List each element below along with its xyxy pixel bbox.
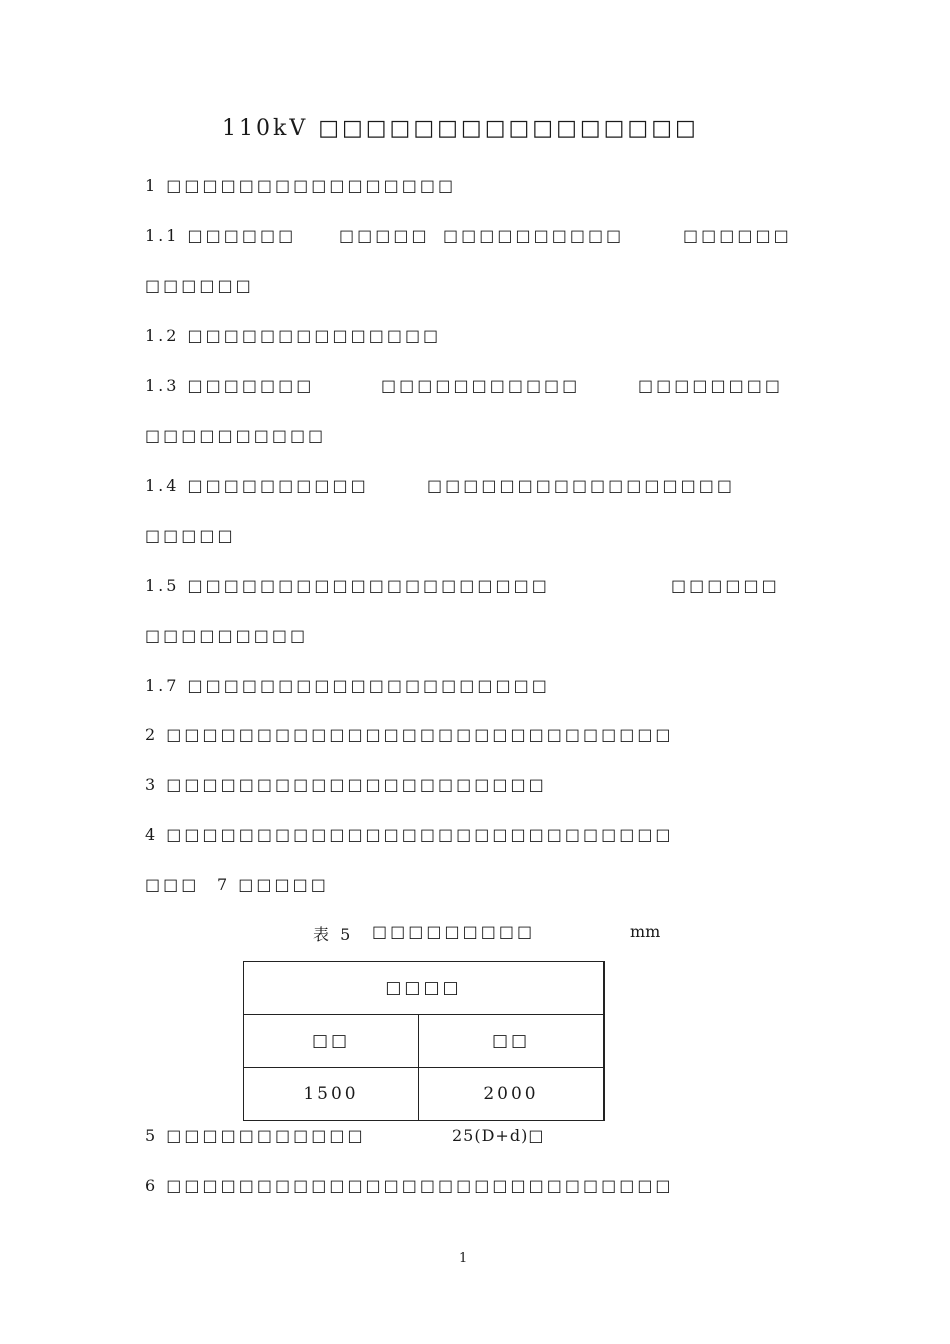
table-col1-value: 1500 <box>244 1068 419 1121</box>
table-caption-unit: mm <box>630 922 661 941</box>
document-title: 110kV □□□□□□□□□□□□□□□□ <box>222 116 699 141</box>
table-subheader-row <box>244 1015 605 1068</box>
table-caption-label: 表 5 <box>313 925 354 944</box>
bend-radius-table <box>243 961 605 1121</box>
section-5-part-a: 5 □□□□□□□□□□□ <box>145 1126 366 1145</box>
section-4-cont-b: 7 □□□□□ <box>217 875 329 894</box>
item-1-2: 1.2 □□□□□□□□□□□□□□ <box>145 326 442 345</box>
item-1-5-part-b: □□□□□□ <box>671 576 780 595</box>
table-header-cell: □□□□ <box>244 962 605 1015</box>
item-1-4-part-a: 1.4 □□□□□□□□□□ <box>145 476 369 495</box>
section-1-heading: 1 □□□□□□□□□□□□□□□□ <box>145 176 457 195</box>
section-6: 6 □□□□□□□□□□□□□□□□□□□□□□□□□□□□ <box>145 1176 674 1195</box>
item-1-3-continuation: □□□□□□□□□□ <box>145 426 327 445</box>
item-1-4-part-b: □□□□□□□□□□□□□□□□□ <box>427 476 735 495</box>
item-1-1-part-a: 1.1 □□□□□□ <box>145 226 297 245</box>
item-1-1-part-d: □□□□□□ <box>683 226 792 245</box>
item-1-5-continuation: □□□□□□□□□ <box>145 626 309 645</box>
page-number: 1 <box>459 1251 468 1266</box>
section-3: 3 □□□□□□□□□□□□□□□□□□□□□ <box>145 775 547 794</box>
item-1-3-part-b: □□□□□□□□□□□ <box>381 376 581 395</box>
item-1-4-continuation: □□□□□ <box>145 526 236 545</box>
table-col1-label: □□ <box>244 1015 419 1068</box>
section-2: 2 □□□□□□□□□□□□□□□□□□□□□□□□□□□□ <box>145 725 674 744</box>
item-1-1-part-c: □□□□□□□□□□ <box>443 226 625 245</box>
item-1-1-part-b: □□□□□ <box>339 226 430 245</box>
table-header-row <box>244 962 605 1015</box>
section-4-cont-a: □□□ <box>145 875 200 894</box>
table-row <box>244 1068 605 1121</box>
table-col2-value: 2000 <box>419 1068 605 1121</box>
item-1-7: 1.7 □□□□□□□□□□□□□□□□□□□□ <box>145 676 550 695</box>
item-1-1-continuation: □□□□□□ <box>145 276 254 295</box>
table-col2-label: □□ <box>419 1015 605 1068</box>
item-1-3-part-c: □□□□□□□□ <box>638 376 783 395</box>
item-1-3-part-a: 1.3 □□□□□□□ <box>145 376 315 395</box>
section-5-part-b: 25(D+d)□ <box>452 1126 545 1145</box>
table-caption-text: □□□□□□□□□ <box>372 922 536 941</box>
item-1-5-part-a: 1.5 □□□□□□□□□□□□□□□□□□□□ <box>145 576 550 595</box>
section-4: 4 □□□□□□□□□□□□□□□□□□□□□□□□□□□□ <box>145 825 674 844</box>
